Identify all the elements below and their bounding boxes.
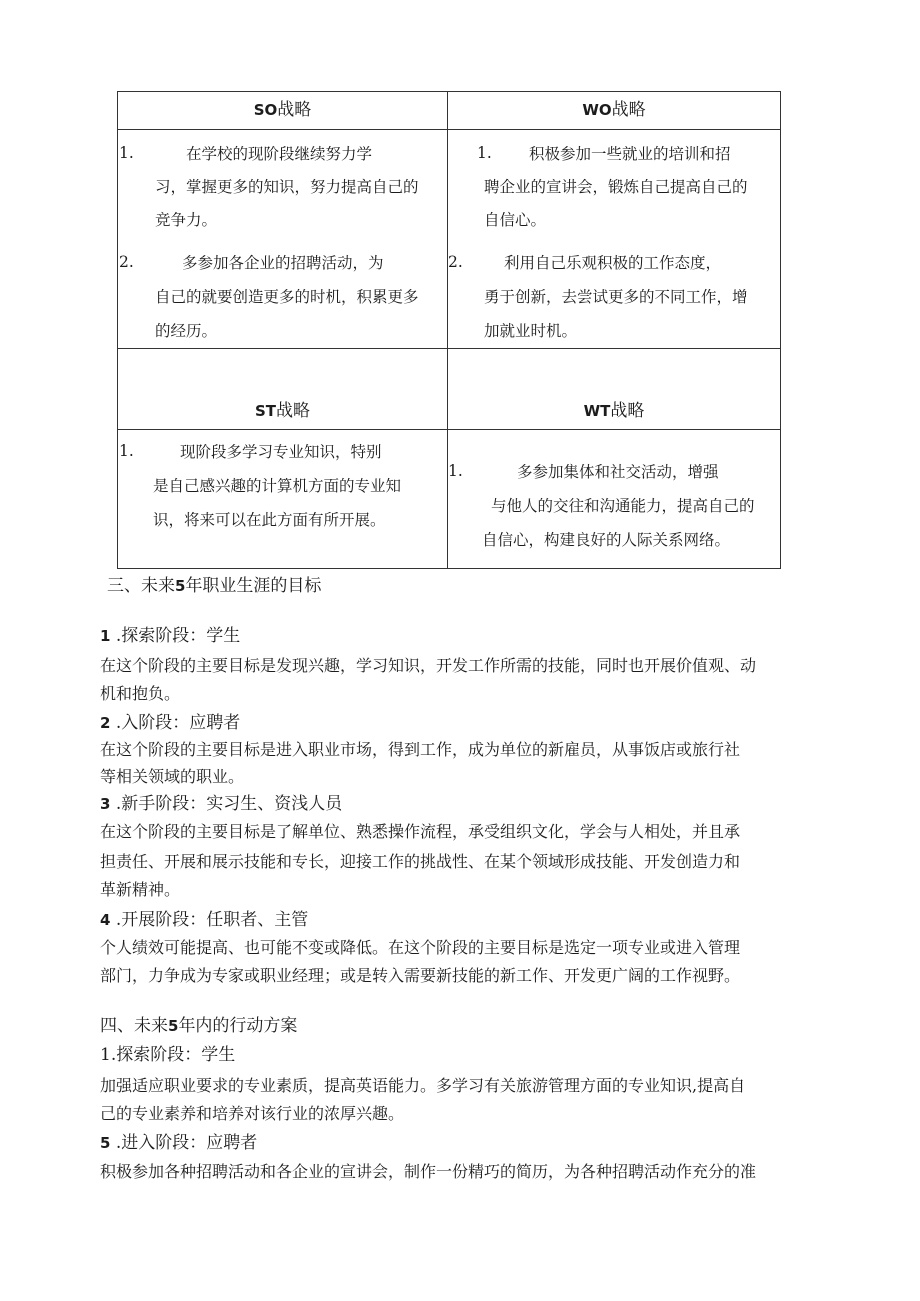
stage-4-text-line-1: 个人绩效可能提高、也可能不变或降低。在这个阶段的主要目标是选定一项专业或进入管理: [100, 938, 741, 957]
stage-1-text-line-1: 在这个阶段的主要目标是发现兴趣，学习知识，开发工作所需的技能，同时也开展价值观、动: [100, 656, 757, 675]
stage-3-heading: 3 .新手阶段：实习生、资浅人员: [100, 794, 343, 814]
section-3-heading: 三、未来5年职业生涯的目标: [107, 576, 322, 596]
stage-3-text-line-3: 革新精神。: [100, 880, 181, 899]
st-strategy-header: ST战略: [118, 349, 448, 430]
wt-strategy-cell: 1. 多参加集体和社交活动，增强 与他人的交往和沟通能力，提高自己的 自信心，构建良好的人际关系网络。: [448, 430, 781, 569]
stage-2-text-line-2: 等相关领域的职业。: [100, 767, 245, 786]
action-stage-1-heading: 1.探索阶段：学生: [100, 1045, 236, 1065]
wt-strategy-header: WT战略: [448, 349, 781, 430]
so-strategy-header: SO战略: [118, 92, 448, 130]
stage-3-text-line-1: 在这个阶段的主要目标是了解单位、熟悉操作流程，承受组织文化，学会与人相处，并且承: [100, 822, 741, 841]
swot-strategy-table: [117, 91, 781, 569]
wo-strategy-header: WO战略: [448, 92, 781, 130]
stage-4-text-line-2: 部门，力争成为专家或职业经理；或是转入需要新技能的新工作、开发更广阔的工作视野。: [100, 966, 741, 985]
action-stage-2-text-line-1: 积极参加各种招聘活动和各企业的宣讲会，制作一份精巧的简历，为各种招聘活动作充分的准: [100, 1162, 757, 1181]
action-stage-1-text-line-1: 加强适应职业要求的专业素质，提高英语能力。多学习有关旅游管理方面的专业知识,提高自: [100, 1076, 746, 1095]
action-stage-1-text-line-2: 己的专业素养和培养对该行业的浓厚兴趣。: [100, 1104, 405, 1123]
wo-strategy-cell: 1. 积极参加一些就业的培训和招 聘企业的宣讲会，锻炼自己提高自己的 自信心。 2. 利用自己乐观积极的工作态度， 勇于创新，去尝试更多的不同工作，增 加就业时机。: [448, 130, 781, 349]
st-strategy-cell: 1. 现阶段多学习专业知识，特别 是自己感兴趣的计算机方面的专业知 识，将来可以在此方面有所开展。: [118, 430, 448, 569]
action-stage-2-heading: 5 .进入阶段：应聘者: [100, 1133, 258, 1153]
stage-2-text-line-1: 在这个阶段的主要目标是进入职业市场，得到工作，成为单位的新雇员，从事饭店或旅行社: [100, 740, 741, 759]
section-4-heading: 四、未来5年内的行动方案: [100, 1016, 298, 1036]
stage-4-heading: 4 .开展阶段：任职者、主管: [100, 910, 309, 930]
stage-2-heading: 2 .入阶段：应聘者: [100, 713, 241, 733]
stage-1-text-line-2: 机和抱负。: [100, 684, 181, 703]
stage-3-text-line-2: 担责任、开展和展示技能和专长，迎接工作的挑战性、在某个领域形成技能、开发创造力和: [100, 852, 741, 871]
so-strategy-cell: 1. 在学校的现阶段继续努力学 习，掌握更多的知识，努力提高自己的 竞争力。 2. 多参加各企业的招聘活动，为 自己的就要创造更多的时机，积累更多 的经历。: [118, 130, 448, 349]
stage-1-heading: 1 .探索阶段：学生: [100, 626, 241, 646]
